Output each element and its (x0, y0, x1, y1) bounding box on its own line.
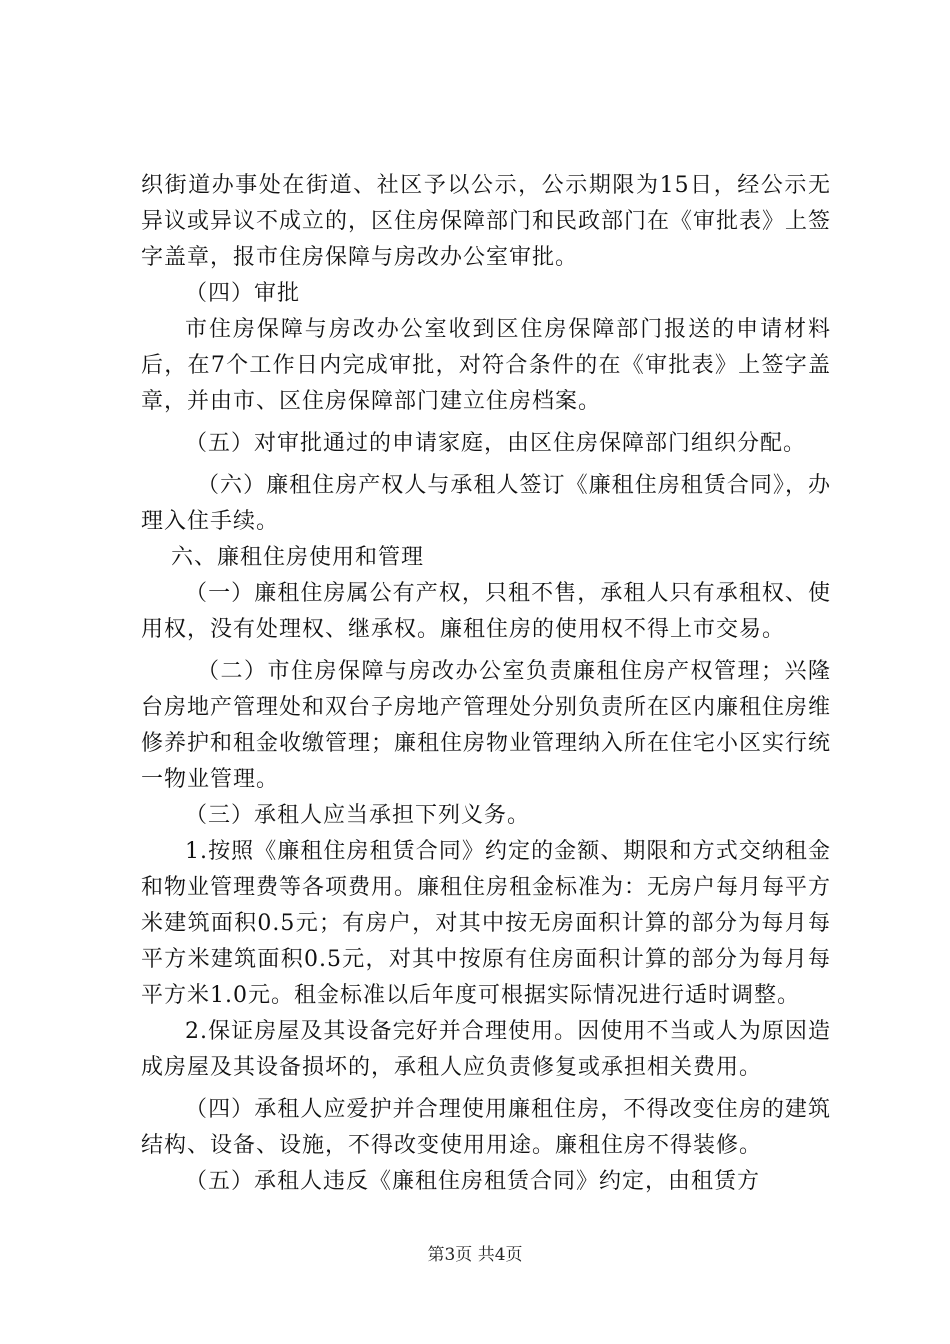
paragraph-9: （三）承租人应当承担下列义务。 (185, 803, 531, 828)
paragraph-8: （二）市住房保障与房改办公室负责廉租住房产权管理；兴隆台房地产管理处和双台子房地产管理处分别负责所在区内廉租住房维修养护和租金收缴管理；廉租住房物业管理纳入所在住宅小区实行统一物业管理。 (141, 659, 832, 792)
paragraph-13: （五）承租人违反《廉租住房租赁合同》约定，由租赁方 (185, 1169, 761, 1194)
paragraph-7: （一）廉租住房属公有产权，只租不售，承租人只有承租权、使用权，没有处理权、继承权。廉租住房的使用权不得上市交易。 (141, 581, 831, 642)
paragraph-12: （四）承租人应爱护并合理使用廉租住房，不得改变住房的建筑结构、设备、设施，不得改变使用用途。廉租住房不得装修。 (141, 1097, 831, 1158)
paragraph-3: 市住房保障与房改办公室收到区住房保障部门报送的申请材料后，在7个工作日内完成审批，对符合条件的在《审批表》上签字盖章，并由市、区住房保障部门建立住房档案。 (141, 317, 831, 414)
paragraph-5: （六）廉租住房产权人与承租人签订《廉租住房租赁合同》，办理入住手续。 (141, 473, 831, 534)
paragraph-11: 2.保证房屋及其设备完好并合理使用。因使用不当或人为原因造成房屋及其设备损坏的，承租人应负责修复或承担相关费用。 (141, 1019, 831, 1080)
section-heading-6: 六、廉租住房使用和管理 (171, 545, 425, 570)
paragraph-2-heading: （四）审批 (185, 281, 301, 306)
paragraph-4: （五）对审批通过的申请家庭，由区住房保障部门组织分配。 (185, 431, 807, 456)
paragraph-1: 织街道办事处在街道、社区予以公示，公示期限为15日，经公示无异议或异议不成立的，区住房保障部门和民政部门在《审批表》上签字盖章，报市住房保障与房改办公室审批。 (141, 173, 832, 270)
paragraph-10: 1.按照《廉租住房租赁合同》约定的金额、期限和方式交纳租金和物业管理费等各项费用。廉租住房租金标准为：无房户每月每平方米建筑面积0.5元；有房户，对其中按无房面积计算的部分为每月每平方米建筑面积0.5元，对其中按原有住房面积计算的部分为每月每平方米1.0元。租金标准以后年度可根据实际情况进行适时调整。 (141, 839, 832, 1008)
document-body (141, 168, 831, 1200)
page-number-footer: 第3页 共4页 (427, 1245, 523, 1265)
